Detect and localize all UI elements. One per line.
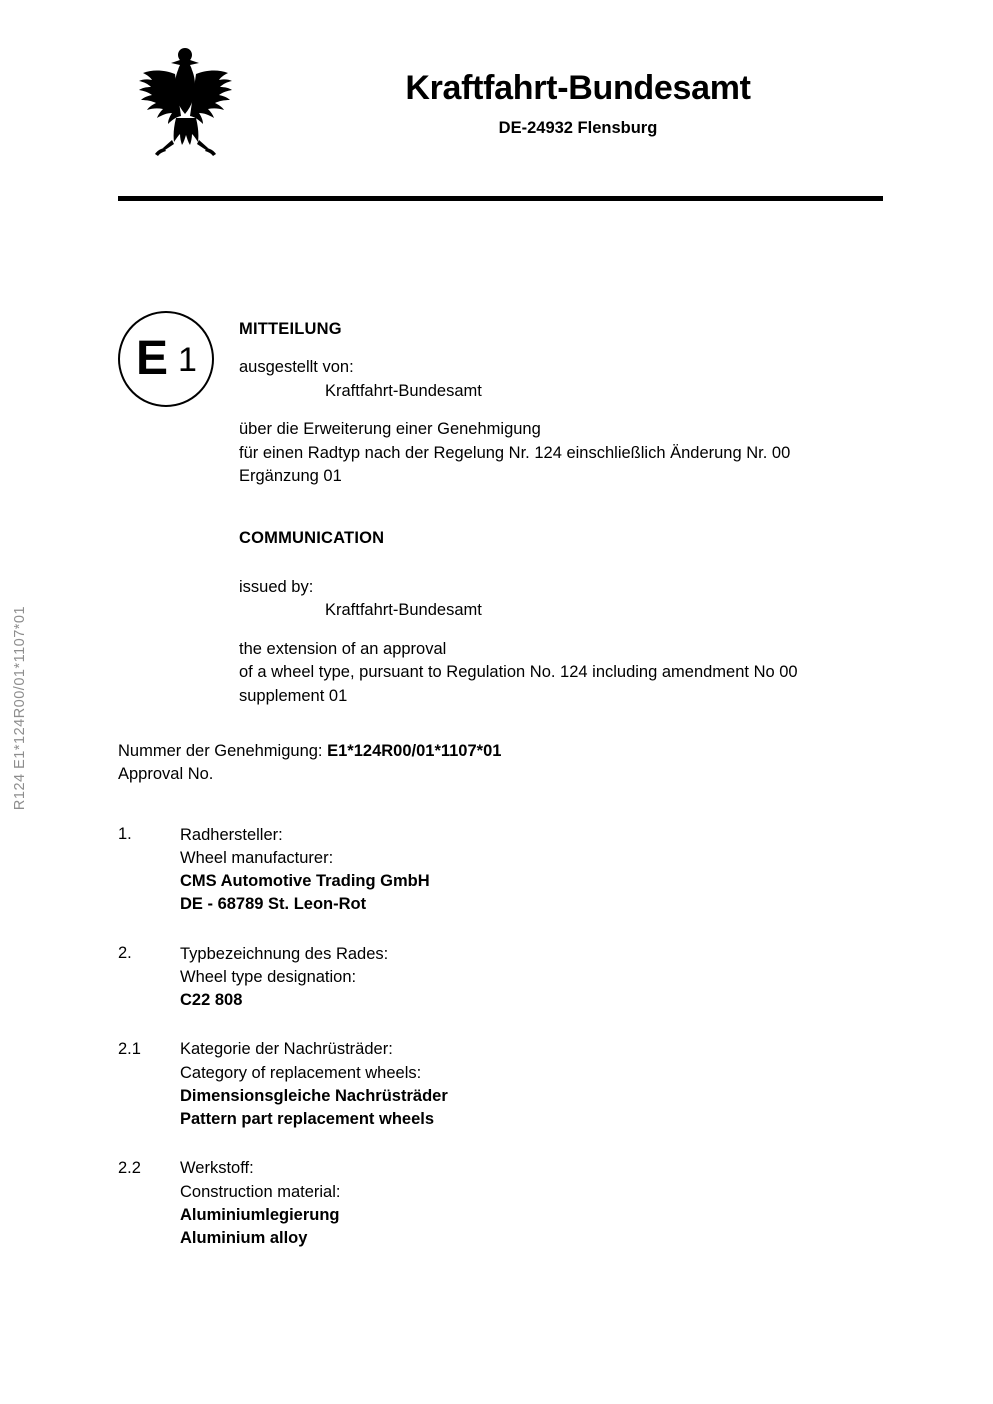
english-line-2: of a wheel type, pursuant to Regulation No. 124 including amendment No 00 — [239, 663, 798, 682]
english-issued-label: issued by: — [239, 577, 314, 596]
side-margin-text — [0, 0, 40, 1404]
side-margin-label: R124 E1*124R00/01*1107*01 — [12, 605, 28, 811]
list-item — [118, 1038, 878, 1131]
list-item-line: Category of replacement wheels: — [180, 1063, 422, 1082]
german-line-3: Ergänzung 01 — [239, 467, 342, 486]
english-heading: COMMUNICATION — [239, 528, 385, 547]
page-subtitle: DE-24932 Flensburg — [498, 119, 658, 138]
list-item — [118, 823, 878, 916]
list-item-line: Aluminium alloy — [180, 1229, 308, 1248]
document-header — [118, 40, 883, 170]
english-line-3: supplement 01 — [239, 686, 348, 705]
german-issued-label: ausgestellt von: — [239, 358, 354, 377]
list-item-number: 2.1 — [118, 1039, 141, 1058]
german-issuer: Kraftfahrt-Bundesamt — [325, 381, 482, 400]
english-issuer: Kraftfahrt-Bundesamt — [325, 601, 482, 620]
german-line-2: für einen Radtyp nach der Regelung Nr. 124 einschließlich Änderung Nr. 00 — [239, 443, 791, 462]
federal-eagle-emblem-icon — [128, 40, 243, 170]
list-item-number: 2.2 — [118, 1158, 141, 1177]
list-item-line: CMS Automotive Trading GmbH — [180, 872, 430, 891]
list-item-line: Aluminiumlegierung — [180, 1205, 340, 1224]
list-item-content — [180, 1038, 878, 1131]
list-item-line: Werkstoff: — [180, 1159, 254, 1178]
list-item-line: DE - 68789 St. Leon-Rot — [180, 895, 367, 914]
approval-number-row — [118, 740, 878, 763]
page-title: Kraftfahrt-Bundesamt — [405, 69, 751, 107]
list-item-line: Construction material: — [180, 1182, 341, 1201]
list-item — [118, 1157, 878, 1250]
list-item-line: Kategorie der Nachrüsträder: — [180, 1040, 393, 1059]
list-item-line: Pattern part replacement wheels — [180, 1110, 435, 1129]
list-item-content — [180, 1157, 878, 1250]
list-item-line: Wheel type designation: — [180, 967, 357, 986]
list-item-line: C22 808 — [180, 991, 243, 1010]
list-item-content — [180, 942, 878, 1012]
list-item-content — [180, 823, 878, 916]
list-item-line: Typbezeichnung des Rades: — [180, 944, 389, 963]
approval-mark-e1 — [118, 311, 214, 407]
approval-number-label-en: Approval No. — [118, 765, 214, 784]
header-divider — [118, 196, 883, 201]
approval-mark-letter: E — [136, 332, 169, 385]
list-item-line: Wheel manufacturer: — [180, 848, 334, 867]
communication-block — [239, 318, 899, 708]
list-item-number: 1. — [118, 825, 132, 843]
german-heading: MITTEILUNG — [239, 320, 342, 338]
header-title-block — [278, 70, 878, 138]
approval-mark-number: 1 — [178, 341, 197, 379]
list-item-line: Dimensionsgleiche Nachrüsträder — [180, 1086, 448, 1105]
list-item-line: Radhersteller: — [180, 825, 283, 844]
approval-number-label-de: Nummer der Genehmigung: — [118, 742, 323, 760]
german-line-1: über die Erweiterung einer Genehmigung — [239, 420, 541, 439]
item-list — [118, 823, 878, 1276]
english-line-1: the extension of an approval — [239, 639, 447, 658]
list-item-number: 2. — [118, 944, 132, 963]
approval-number-value: E1*124R00/01*1107*01 — [327, 742, 502, 760]
list-item — [118, 942, 878, 1012]
approval-number-block — [118, 740, 878, 787]
